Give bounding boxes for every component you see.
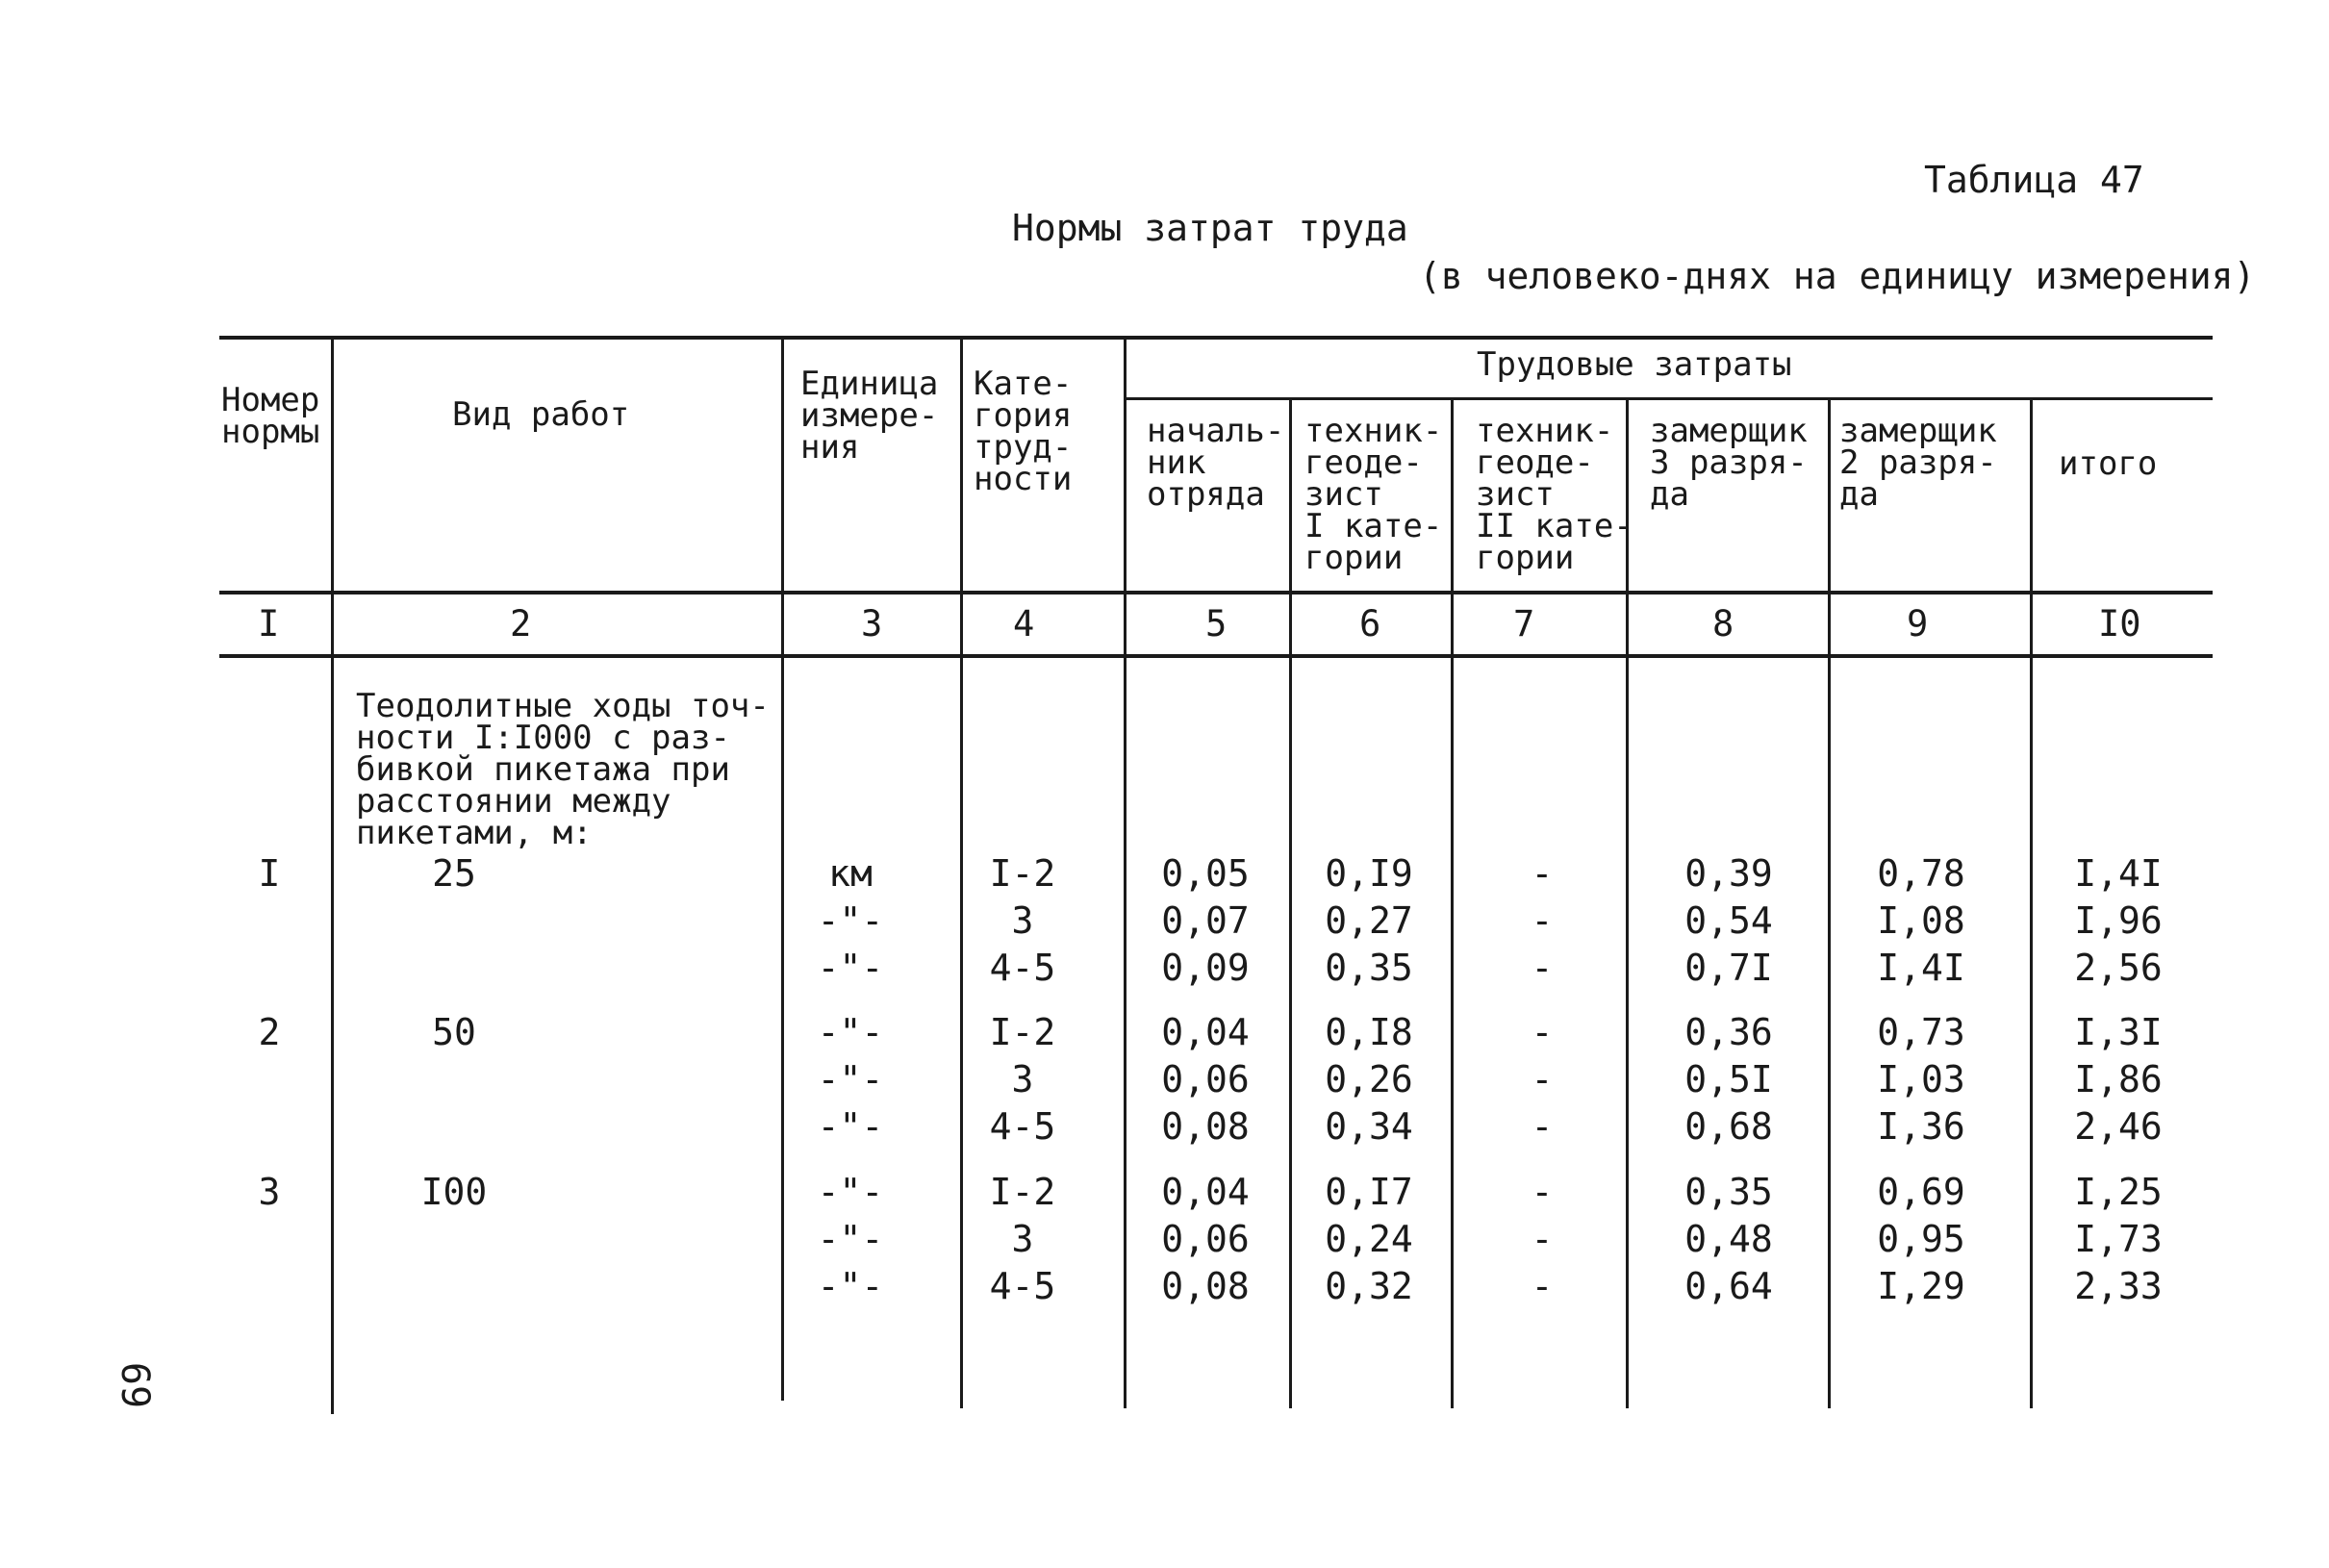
- table-subtitle: (в человеко-днях на единицу измерения): [1419, 255, 2256, 297]
- cell-head-of-team: 0,06: [1161, 1218, 1250, 1260]
- header-technician-1: техник- геоде- зист I кате- гории: [1304, 412, 1443, 577]
- cell-technician-2: -: [1531, 1011, 1554, 1053]
- cell-category: 3: [1011, 1218, 1034, 1260]
- cell-measurer-2: I,29: [1877, 1265, 1965, 1307]
- cell-measurer-2: 0,78: [1877, 852, 1965, 895]
- cell-technician-1: 0,26: [1325, 1058, 1413, 1100]
- header-measurer-3: замерщик 3 разря- да: [1650, 412, 1808, 514]
- col-number: 3: [861, 603, 883, 645]
- header-technician-2: техник- геоде- зист II кате- гории: [1476, 412, 1633, 577]
- cell-category: 3: [1011, 899, 1034, 942]
- cell-technician-2: -: [1531, 1058, 1554, 1100]
- cell-measurer-3: 0,39: [1684, 852, 1773, 895]
- header-unit: Единица измере- ния: [800, 365, 939, 467]
- col-number: I: [258, 603, 280, 645]
- cell-unit: км: [828, 852, 873, 895]
- cell-technician-2: -: [1531, 1171, 1554, 1213]
- cell-measurer-3: 0,7I: [1684, 947, 1773, 989]
- cell-technician-2: -: [1531, 1105, 1554, 1148]
- cell-total: I,4I: [2074, 852, 2163, 895]
- col-divider: [1289, 398, 1292, 1408]
- col-number: I0: [2098, 603, 2141, 645]
- col-divider: [1124, 339, 1127, 1408]
- cell-measurer-3: 0,64: [1684, 1265, 1773, 1307]
- page-number: 69: [113, 1361, 158, 1409]
- cell-total: 2,46: [2074, 1105, 2163, 1148]
- cell-head-of-team: 0,09: [1161, 947, 1250, 989]
- cell-measurer-3: 0,54: [1684, 899, 1773, 942]
- cell-category: 3: [1011, 1058, 1034, 1100]
- col-divider: [2030, 398, 2033, 1408]
- norm-number: 2: [258, 1011, 281, 1053]
- cell-measurer-2: I,4I: [1877, 947, 1965, 989]
- header-bottom-rule: [219, 591, 2213, 594]
- cell-measurer-2: 0,69: [1877, 1171, 1965, 1213]
- cell-category: I-2: [989, 852, 1056, 895]
- distance-value: 25: [432, 852, 476, 895]
- cell-total: I,96: [2074, 899, 2163, 942]
- cell-technician-1: 0,24: [1325, 1218, 1413, 1260]
- cell-technician-2: -: [1531, 899, 1554, 942]
- header-category: Кате- гория труд- ности: [974, 365, 1073, 498]
- header-norm-number: Номер нормы: [221, 381, 320, 451]
- col-numbers-rule: [219, 654, 2213, 658]
- cell-technician-2: -: [1531, 1265, 1554, 1307]
- cell-technician-1: 0,I7: [1325, 1171, 1413, 1213]
- cell-head-of-team: 0,04: [1161, 1171, 1250, 1213]
- cell-category: 4-5: [989, 1265, 1056, 1307]
- cell-head-of-team: 0,07: [1161, 899, 1250, 942]
- distance-value: 50: [432, 1011, 476, 1053]
- cell-unit: -"-: [817, 1105, 884, 1148]
- work-description: Теодолитные ходы точ- ности I:I000 с раз- бивкой пикетажа при расстоянии между пикетами, м:: [356, 687, 770, 852]
- cell-unit: -"-: [817, 1265, 884, 1307]
- header-work-type: Вид работ: [452, 395, 630, 434]
- col-divider: [781, 339, 784, 1401]
- col-divider: [331, 339, 334, 1414]
- cell-technician-1: 0,I9: [1325, 852, 1413, 895]
- cell-measurer-2: 0,73: [1877, 1011, 1965, 1053]
- table-title: Нормы затрат труда: [1012, 207, 1408, 249]
- norm-number: I: [258, 852, 281, 895]
- cell-unit: -"-: [817, 1171, 884, 1213]
- cell-measurer-3: 0,68: [1684, 1105, 1773, 1148]
- cell-total: I,86: [2074, 1058, 2163, 1100]
- cell-total: I,25: [2074, 1171, 2163, 1213]
- distance-value: I00: [420, 1171, 488, 1213]
- col-number: 2: [510, 603, 532, 645]
- col-number: 8: [1712, 603, 1734, 645]
- cell-technician-1: 0,35: [1325, 947, 1413, 989]
- cell-category: 4-5: [989, 947, 1056, 989]
- header-measurer-2: замерщик 2 разря- да: [1839, 412, 1997, 514]
- cell-technician-1: 0,I8: [1325, 1011, 1413, 1053]
- cell-unit: -"-: [817, 1218, 884, 1260]
- cell-technician-1: 0,34: [1325, 1105, 1413, 1148]
- cell-category: I-2: [989, 1171, 1056, 1213]
- cell-measurer-3: 0,5I: [1684, 1058, 1773, 1100]
- header-labor-costs: Трудовые затраты: [1477, 345, 1792, 384]
- cell-category: I-2: [989, 1011, 1056, 1053]
- cell-head-of-team: 0,06: [1161, 1058, 1250, 1100]
- cell-measurer-2: I,03: [1877, 1058, 1965, 1100]
- col-number: 9: [1907, 603, 1929, 645]
- table-label: Таблица 47: [1924, 159, 2144, 201]
- cell-technician-1: 0,27: [1325, 899, 1413, 942]
- col-divider: [1828, 398, 1831, 1408]
- col-number: 6: [1359, 603, 1381, 645]
- col-number: 4: [1013, 603, 1035, 645]
- cell-total: I,73: [2074, 1218, 2163, 1260]
- cell-technician-2: -: [1531, 1218, 1554, 1260]
- col-number: 7: [1513, 603, 1535, 645]
- col-divider: [960, 339, 963, 1408]
- header-head-of-team: началь- ник отряда: [1147, 412, 1285, 514]
- cell-total: I,3I: [2074, 1011, 2163, 1053]
- cell-measurer-3: 0,36: [1684, 1011, 1773, 1053]
- cell-head-of-team: 0,05: [1161, 852, 1250, 895]
- cell-total: 2,33: [2074, 1265, 2163, 1307]
- cell-total: 2,56: [2074, 947, 2163, 989]
- cell-unit: -"-: [817, 899, 884, 942]
- col-number: 5: [1205, 603, 1228, 645]
- cell-head-of-team: 0,08: [1161, 1105, 1250, 1148]
- cell-head-of-team: 0,08: [1161, 1265, 1250, 1307]
- cell-technician-2: -: [1531, 947, 1554, 989]
- cell-unit: -"-: [817, 1058, 884, 1100]
- cell-category: 4-5: [989, 1105, 1056, 1148]
- cell-unit: -"-: [817, 1011, 884, 1053]
- cell-unit: -"-: [817, 947, 884, 989]
- cell-head-of-team: 0,04: [1161, 1011, 1250, 1053]
- norm-number: 3: [258, 1171, 281, 1213]
- cell-measurer-3: 0,48: [1684, 1218, 1773, 1260]
- cell-measurer-3: 0,35: [1684, 1171, 1773, 1213]
- cell-measurer-2: I,08: [1877, 899, 1965, 942]
- cell-technician-1: 0,32: [1325, 1265, 1413, 1307]
- cell-measurer-2: I,36: [1877, 1105, 1965, 1148]
- cell-measurer-2: 0,95: [1877, 1218, 1965, 1260]
- col-divider: [1451, 398, 1454, 1408]
- table-top-rule: [219, 336, 2213, 340]
- cell-technician-2: -: [1531, 852, 1554, 895]
- header-total: итого: [2059, 444, 2158, 483]
